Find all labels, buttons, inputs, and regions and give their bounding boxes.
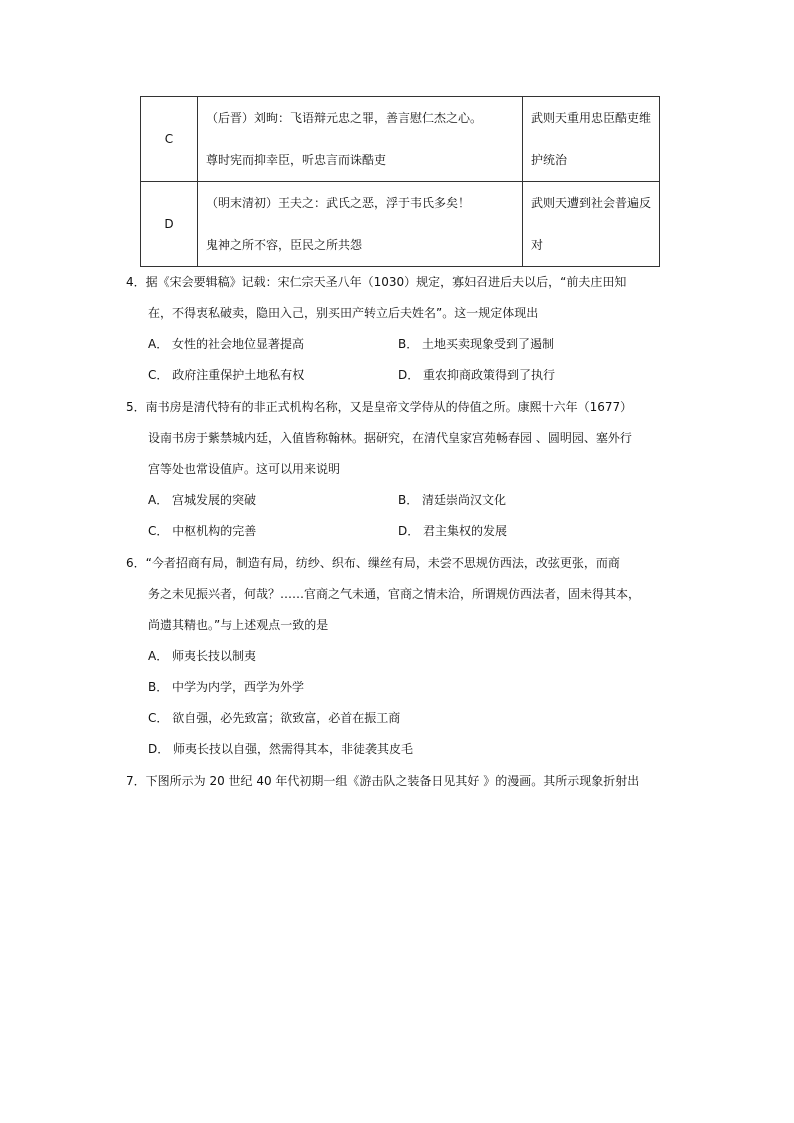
- q6-option-b[interactable]: B． 中学为内学，西学为外学: [148, 680, 305, 694]
- view-line: 武则天重用忠臣酷吏维: [531, 111, 652, 125]
- source-cell: [198, 97, 523, 182]
- view-cell: [523, 97, 660, 182]
- view-line: 对: [531, 238, 544, 252]
- q6-stem-line: 尚遗其精也。”与上述观点一致的是: [148, 618, 329, 632]
- view-line: 武则天遭到社会普遍反: [531, 196, 652, 210]
- table-row: [141, 182, 660, 267]
- q6-option-c[interactable]: C． 欲自强，必先致富；欲致富，必首在振工商: [148, 711, 401, 725]
- q4-stem-line: 4．据《宋会要辑稿》记载：宋仁宗天圣八年（1030）规定，寡妇召进后夫以后，“前夫庄田知: [126, 275, 627, 289]
- table-row: [141, 97, 660, 182]
- q5-option-a[interactable]: A． 宫城发展的突破: [148, 493, 257, 507]
- q4-option-d[interactable]: D． 重农抑商政策得到了执行: [398, 368, 556, 382]
- q6-stem-line: 6．“今者招商有局，制造有局，纺纱、织布、缫丝有局，未尝不思规仿西法，改弦更张，而商: [126, 556, 620, 570]
- q5-option-c[interactable]: C． 中枢机构的完善: [148, 524, 257, 538]
- option-key: C: [141, 97, 198, 182]
- source-cell: [198, 182, 523, 267]
- q5-stem-line: 设南书房于紫禁城内廷，入值皆称翰林。据研究，在清代皇家宫苑畅春园 、圆明园、塞外行: [148, 431, 632, 445]
- q5-stem-line: 5．南书房是清代特有的非正式机构名称，又是皇帝文学侍从的侍值之所。康熙十六年（1677）: [126, 400, 633, 414]
- option-key: D: [141, 182, 198, 267]
- q6-option-d[interactable]: D． 师夷长技以自强，然需得其本，非徒袭其皮毛: [148, 742, 414, 756]
- options-table: [140, 96, 660, 267]
- q4-option-c[interactable]: C． 政府注重保护土地私有权: [148, 368, 305, 382]
- q6-stem-line: 务之未见振兴者，何哉？……官商之气未通，官商之情未洽，所谓规仿西法者，固未得其本，: [148, 587, 641, 601]
- view-cell: [523, 182, 660, 267]
- q4-option-b[interactable]: B． 土地买卖现象受到了遏制: [398, 337, 555, 351]
- q5-stem-line: 宫等处也常设值庐。这可以用来说明: [148, 462, 341, 476]
- q6-option-a[interactable]: A． 师夷长技以制夷: [148, 649, 257, 663]
- q4-option-a[interactable]: A． 女性的社会地位显著提高: [148, 337, 305, 351]
- source-line: （后晋）刘昫：飞语辩元忠之罪，善言慰仁杰之心。: [206, 111, 483, 125]
- source-line: 鬼神之所不容，臣民之所共怨: [206, 238, 363, 252]
- q4-stem-line: 在，不得衷私破卖，隐田入己，别买田产转立后夫姓名”。这一规定体现出: [148, 306, 539, 320]
- q5-option-d[interactable]: D． 君主集权的发展: [398, 524, 508, 538]
- source-line: （明末清初）王夫之：武氏之恶，浮于韦氏多矣！: [206, 196, 471, 210]
- view-line: 护统治: [531, 153, 568, 167]
- source-line: 尊时宪而抑幸臣，听忠言而诛酷吏: [206, 153, 387, 167]
- q7-stem-line: 7．下图所示为 20 世纪 40 年代初期一组《游击队之装备日见其好 》的漫画。其所示现象折射出: [126, 774, 640, 788]
- q5-option-b[interactable]: B． 清廷崇尚汉文化: [398, 493, 507, 507]
